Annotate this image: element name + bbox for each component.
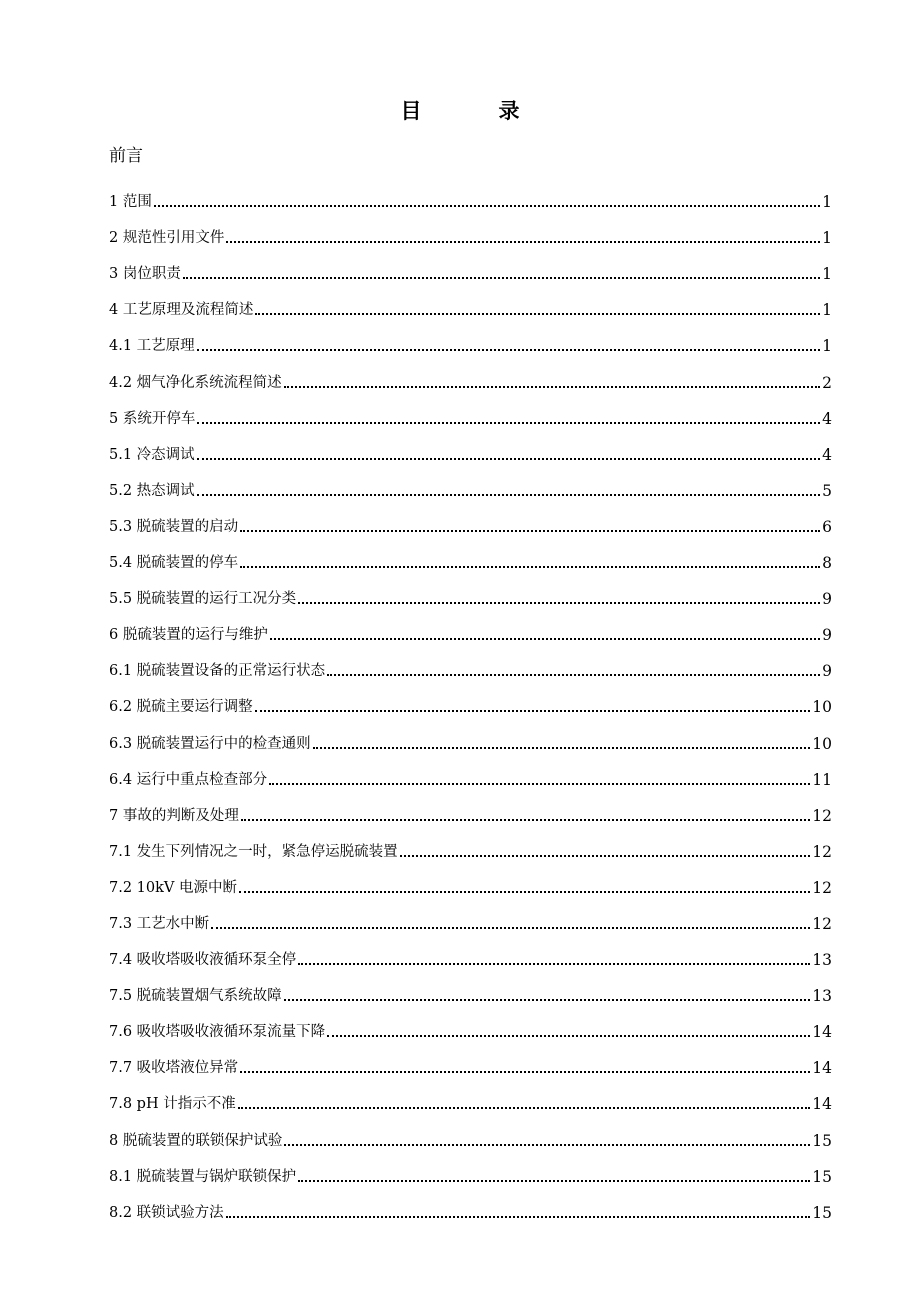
toc-entry-page: 2 [822, 373, 832, 392]
toc-entry-label: 5.4 脱硫装置的停车 [109, 555, 239, 572]
toc-entry-page: 14 [812, 1095, 832, 1114]
toc-dot-leader [298, 963, 810, 965]
toc-entry-page: 1 [822, 265, 832, 284]
toc-entry-label: 8 脱硫装置的联锁保护试验 [109, 1132, 283, 1149]
toc-entry-label: 5.2 热态调试 [109, 482, 195, 499]
toc-entry-label: 7.3 工艺水中断 [109, 915, 210, 932]
toc-entry-label: 4.1 工艺原理 [109, 338, 195, 355]
toc-entry-label: 6.1 脱硫装置设备的正常运行状态 [109, 663, 326, 680]
toc-entry-page: 10 [812, 698, 832, 717]
toc-dot-leader [255, 313, 820, 315]
toc-entry [109, 284, 832, 320]
toc-entry [109, 212, 832, 248]
toc-dot-leader [400, 855, 811, 857]
toc-dot-leader [255, 710, 811, 712]
toc-entry-label: 6 脱硫装置的运行与维护 [109, 627, 268, 644]
toc-dot-leader [313, 747, 811, 749]
toc-entry-page: 10 [812, 734, 832, 753]
toc-entry-label: 6.3 脱硫装置运行中的检查通则 [109, 735, 311, 752]
toc-entry [109, 320, 832, 356]
toc-entry-page: 11 [812, 770, 832, 789]
toc-entry [109, 429, 832, 465]
toc-entry-page: 14 [812, 1059, 832, 1078]
toc-entry-label: 3 岗位职责 [109, 266, 181, 283]
toc-entry [109, 645, 832, 681]
toc-dot-leader [211, 927, 810, 929]
toc-entry-label: 2 规范性引用文件 [109, 230, 225, 247]
toc-entry-page: 13 [812, 987, 832, 1006]
toc-entry [109, 1187, 832, 1223]
toc-entry-label: 5.5 脱硫装置的运行工况分类 [109, 591, 297, 608]
toc-title: 目 录 [400, 98, 548, 123]
toc-entry [109, 754, 832, 790]
toc-entry-label: 5 系统开停车 [109, 410, 196, 427]
toc-entry-page: 15 [812, 1203, 832, 1222]
toc-entry-label: 7.5 脱硫装置烟气系统故障 [109, 988, 282, 1005]
toc-entry-label: 8.1 脱硫装置与锅炉联锁保护 [109, 1168, 297, 1185]
toc-entry-page: 9 [822, 626, 832, 645]
toc-entry-page: 12 [812, 914, 832, 933]
toc-entry-label: 8.2 联锁试验方法 [109, 1204, 224, 1221]
toc-entry-page: 1 [822, 229, 832, 248]
toc-entry-page: 1 [822, 337, 832, 356]
toc-entry-label: 6.2 脱硫主要运行调整 [109, 699, 253, 716]
toc-entry [109, 826, 832, 862]
toc-dot-leader [226, 1216, 811, 1218]
toc-entry [109, 717, 832, 753]
toc-entry-label: 4.2 烟气净化系统流程简述 [109, 374, 282, 391]
toc-entry-label: 1 范围 [109, 194, 152, 211]
toc-entry [109, 1114, 832, 1150]
toc-entry-page: 14 [812, 1023, 832, 1042]
toc-entry [109, 609, 832, 645]
toc-entry-page: 12 [812, 878, 832, 897]
toc-entry-page: 12 [812, 842, 832, 861]
toc-entry-page: 6 [822, 517, 832, 536]
toc-dot-leader [197, 458, 820, 460]
toc-dot-leader [270, 638, 820, 640]
toc-entry [109, 1006, 832, 1042]
toc-dot-leader [154, 205, 820, 207]
toc-dot-leader [240, 530, 820, 532]
toc-entry [109, 176, 832, 212]
toc-dot-leader [327, 674, 820, 676]
toc-entry-label: 7.2 10kV 电源中断 [109, 879, 237, 896]
toc-dot-leader [269, 783, 810, 785]
toc-entry-label: 4 工艺原理及流程简述 [109, 302, 254, 319]
toc-entry [109, 465, 832, 501]
toc-entry-label: 6.4 运行中重点检查部分 [109, 771, 268, 788]
toc-entry-label: 7.6 吸收塔吸收液循环泵流量下降 [109, 1024, 326, 1041]
toc-entry-page: 15 [812, 1131, 832, 1150]
toc-entry-page: 4 [822, 409, 832, 428]
toc-entry-label: 5.1 冷态调试 [109, 446, 195, 463]
toc-entry-label: 5.3 脱硫装置的启动 [109, 518, 239, 535]
toc-dot-leader [327, 1035, 810, 1037]
toc-entry-page: 4 [822, 445, 832, 464]
toc-dot-leader [238, 1107, 811, 1109]
toc-entry [109, 1042, 832, 1078]
toc-entry-label: 7.8 pH 计指示不准 [109, 1096, 236, 1113]
toc-preface: 前言 [109, 146, 143, 166]
toc-dot-leader [197, 349, 820, 351]
toc-entry [109, 681, 832, 717]
toc-entry [109, 537, 832, 573]
toc-dot-leader [241, 819, 810, 821]
toc-entry-page: 13 [812, 951, 832, 970]
toc-entry-label: 7.7 吸收塔液位异常 [109, 1060, 239, 1077]
toc-dot-leader [183, 277, 820, 279]
toc-dot-leader [226, 241, 820, 243]
toc-entry [109, 970, 832, 1006]
toc-entry [109, 934, 832, 970]
toc-entry-label: 7.4 吸收塔吸收液循环泵全停 [109, 952, 297, 969]
toc-entry-page: 1 [822, 193, 832, 212]
toc-entry [109, 356, 832, 392]
toc-entry [109, 862, 832, 898]
toc-entry [109, 248, 832, 284]
toc-entry-page: 15 [812, 1167, 832, 1186]
toc-entry-page: 12 [812, 806, 832, 825]
toc-dot-leader [240, 566, 820, 568]
toc-entry [109, 898, 832, 934]
toc-entry-page: 8 [822, 554, 832, 573]
toc-dot-leader [284, 386, 820, 388]
toc-list [109, 176, 832, 1223]
toc-entry [109, 501, 832, 537]
toc-entry [109, 393, 832, 429]
toc-entry-page: 9 [822, 590, 832, 609]
toc-entry [109, 573, 832, 609]
toc-entry [109, 1078, 832, 1114]
toc-dot-leader [298, 1180, 810, 1182]
toc-entry-label: 7 事故的判断及处理 [109, 807, 239, 824]
toc-entry-page: 1 [822, 301, 832, 320]
toc-entry-page: 9 [822, 662, 832, 681]
toc-dot-leader [197, 494, 820, 496]
toc-dot-leader [284, 1144, 810, 1146]
toc-entry [109, 790, 832, 826]
toc-dot-leader [284, 999, 811, 1001]
toc-dot-leader [240, 1071, 810, 1073]
toc-dot-leader [239, 891, 810, 893]
toc-entry [109, 1151, 832, 1187]
toc-dot-leader [298, 602, 820, 604]
toc-dot-leader [197, 422, 820, 424]
toc-entry-label: 7.1 发生下列情况之一时，紧急停运脱硫装置 [109, 843, 398, 860]
toc-entry-page: 5 [822, 481, 832, 500]
